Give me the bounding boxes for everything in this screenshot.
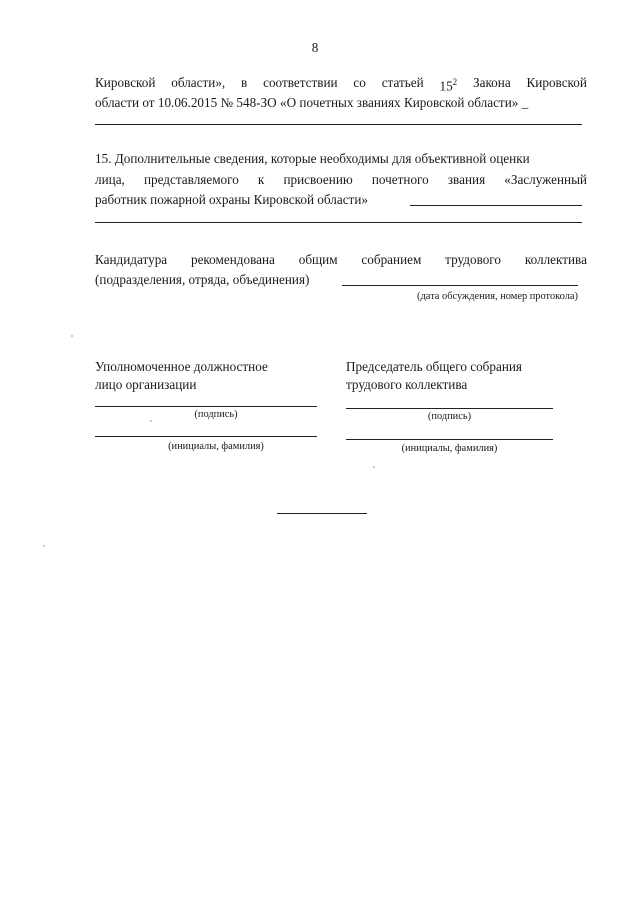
word: Закона (472, 75, 511, 90)
word: рекомендована (190, 252, 275, 267)
word: собранием (361, 252, 422, 267)
left-name-line (95, 436, 317, 437)
word: общим (298, 252, 338, 267)
section-15-line-3: работник пожарной охраны Кировской области» (95, 192, 368, 207)
word: присвоению (283, 172, 353, 187)
candidacy-caption: (дата обсуждения, номер протокола) (417, 291, 578, 302)
scan-speck (43, 545, 45, 547)
word: Кировской (95, 75, 156, 90)
word: к (257, 172, 265, 187)
right-signature-caption: (подпись) (427, 411, 472, 422)
word: почетного (371, 172, 429, 187)
end-rule (277, 513, 367, 514)
left-name-caption: (инициалы, фамилия) (168, 441, 264, 452)
right-signatory-title-2: трудового коллектива (346, 377, 468, 392)
section-15-line-1: 15. Дополнительные сведения, которые необходимы для объективной оценки (95, 151, 530, 166)
candidacy-line-1 (95, 250, 587, 269)
word: в (241, 75, 248, 90)
candidacy-line-2: (подразделения, отряда, объединения) (95, 272, 310, 287)
word: Кировской (526, 75, 587, 90)
word: лица, (95, 172, 125, 187)
fill-line (410, 205, 582, 206)
right-name-caption: (инициалы, фамилия) (401, 443, 498, 454)
word: коллектива (524, 252, 587, 267)
right-signature-line (346, 408, 553, 409)
fill-line (342, 285, 578, 286)
section-15-line-2 (95, 170, 587, 189)
left-signatory-title-1: Уполномоченное должностное (95, 359, 268, 374)
right-signatory-title-1: Председатель общего собрания (346, 359, 522, 374)
section-14-line-2: области от 10.06.2015 № 548-ЗО «О почетных званиях Кировской области» _ (95, 95, 529, 110)
scan-speck (71, 335, 73, 337)
word: звания (447, 172, 486, 187)
word: представляемого (143, 172, 239, 187)
word: со (353, 75, 366, 90)
word: «Заслуженный (504, 172, 587, 187)
left-signature-caption: (подпись) (194, 409, 238, 420)
article-number: $15^2$ (439, 77, 458, 94)
left-signatory-title-2: лицо организации (95, 377, 197, 392)
scan-speck (373, 466, 375, 468)
fill-line (95, 222, 582, 223)
word: области», (171, 75, 226, 90)
left-signature-line (95, 406, 317, 407)
word: Кандидатура (95, 252, 168, 267)
article-superscript: 2 (452, 77, 458, 87)
right-name-line (346, 439, 553, 440)
word: трудового (445, 252, 501, 267)
word: статьей (381, 75, 424, 90)
word: соответствии (263, 75, 338, 90)
fill-line (95, 124, 582, 125)
page-number: 8 (311, 40, 319, 55)
scan-speck (150, 420, 152, 422)
